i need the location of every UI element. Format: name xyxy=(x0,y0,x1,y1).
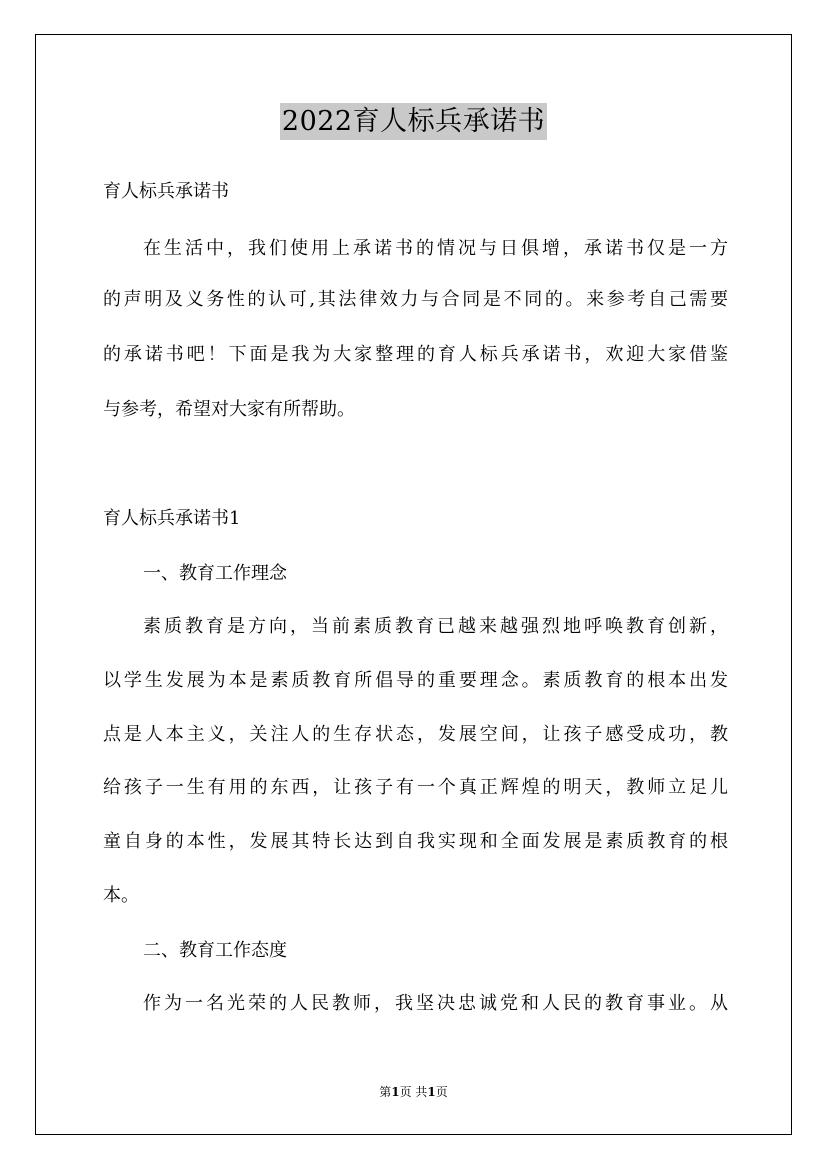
paragraph-line: 给孩子一生有用的东西，让孩子有一个真正辉煌的明天，教师立足儿 xyxy=(103,777,728,798)
paragraph-line: 素质教育是方向，当前素质教育已越来越强烈地呼唤教育创新， xyxy=(143,616,728,637)
subsection-heading: 二、教育工作态度 xyxy=(143,940,287,961)
document-title: 2022育人标兵承诺书 xyxy=(280,103,547,140)
paragraph-line: 在生活中，我们使用上承诺书的情况与日俱增，承诺书仅是一方 xyxy=(143,238,728,259)
paragraph-line: 作为一名光荣的人民教师，我坚决忠诚党和人民的教育事业。从 xyxy=(143,993,728,1014)
footer-page-prefix: 第 xyxy=(379,1085,392,1099)
title-container xyxy=(0,103,827,140)
footer-page-number: 1 xyxy=(391,1085,400,1099)
paragraph-line: 点是人本主义，关注人的生存状态，发展空间，让孩子感受成功，教 xyxy=(103,724,728,745)
footer-page-suffix: 页 xyxy=(435,1085,448,1099)
section-heading: 育人标兵承诺书 xyxy=(103,181,229,202)
footer-page-mid: 页 共 xyxy=(399,1085,428,1099)
paragraph-line: 本。 xyxy=(103,885,139,906)
page-footer xyxy=(0,1085,827,1099)
paragraph-line: 童自身的本性，发展其特长达到自我实现和全面发展是素质教育的根 xyxy=(103,831,728,852)
section-heading: 育人标兵承诺书1 xyxy=(103,508,241,529)
paragraph-line: 与参考，希望对大家有所帮助。 xyxy=(103,399,355,420)
paragraph-line: 的承诺书吧！下面是我为大家整理的育人标兵承诺书，欢迎大家借鉴 xyxy=(103,344,728,365)
paragraph-line: 的声明及义务性的认可,其法律效力与合同是不同的。来参考自己需要 xyxy=(103,289,728,310)
paragraph-line: 以学生发展为本是素质教育所倡导的重要理念。素质教育的根本出发 xyxy=(103,670,728,691)
subsection-heading: 一、教育工作理念 xyxy=(143,563,287,584)
footer-total-pages: 1 xyxy=(427,1085,436,1099)
